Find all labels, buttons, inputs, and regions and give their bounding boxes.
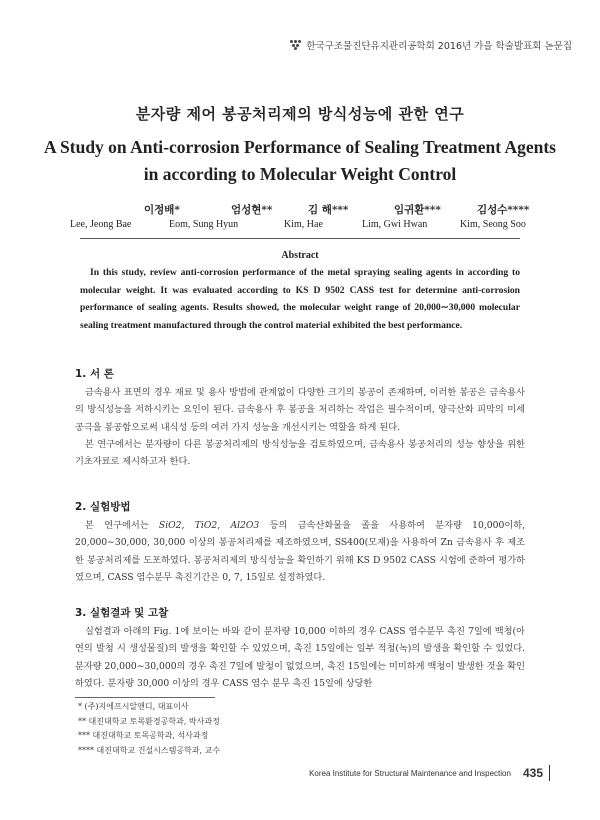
author-ko: 엄성현** xyxy=(231,204,273,216)
author-en: Kim, Seong Soo xyxy=(460,219,526,230)
chemical-formulas: SiO2, TiO2, Al2O3 xyxy=(158,520,260,531)
journal-name: 한국구조물진단유지관리공학회 2016년 가을 학술발표회 논문집 xyxy=(306,41,572,52)
paragraph-text: 등의 금속산화물을 졸을 사용하여 분자량 10,000이하, 20,000∼30,000, 30,000 이상의 봉공처리제를 제조하였으며, SS400(모재)을 사용하여 Zn 금속용사 후 제조한 봉공처리제를 도포하였다. 봉공처리제의 방식성능을 확인하기 위해 KS D 9502 CASS 시험에 준하여 평가하였으며, CASS 염수분무 촉진기간은 0, 7, 15일로 설정하였다. xyxy=(75,520,525,583)
author-ko: 김 해*** xyxy=(308,204,349,216)
section-heading-method: 2. 실험방법 xyxy=(75,501,131,513)
paragraph-text: 본 연구에서는 xyxy=(85,520,159,531)
journal-logo-icon xyxy=(290,40,302,50)
author-ko: 김성수**** xyxy=(477,204,530,216)
paragraph: 금속용사 표면의 경우 재료 및 용사 방법에 관계없이 다양한 크기의 봉공이 존재하며, 이러한 봉공은 금속용사의 방식성능을 저하시키는 요인이 된다. 금속용사 후 봉공을 처리하는 작업은 필수적이며, 양극산화 피막의 미세공극을 봉공함으로써 내식성 등의 여러 가지 성능을 개선시키는 역할을 하게 된다. xyxy=(75,387,525,433)
footnote-divider xyxy=(75,697,215,698)
author-en: Kim, Hae xyxy=(284,219,323,230)
abstract-heading: Abstract xyxy=(281,250,319,261)
title-english: A Study on Anti-corrosion Performance of Sealing Treatment Agents in according to Molecular Weight Control xyxy=(43,137,556,184)
title-korean: 분자량 제어 봉공처리제의 방식성능에 관한 연구 xyxy=(135,105,465,123)
footnotes xyxy=(78,700,220,758)
author-en: Eom, Sung Hyun xyxy=(169,219,239,230)
footnote: ** 대진대학교 토목환경공학과, 박사과정 xyxy=(78,716,220,726)
author-en: Lim, Gwi Hwan xyxy=(362,219,428,230)
author-en: Lee, Jeong Bae xyxy=(70,219,132,230)
section-heading-results: 3. 실험결과 및 고찰 xyxy=(75,607,169,619)
section-body-intro xyxy=(75,384,525,470)
page-number: 435 xyxy=(522,766,543,780)
footnote: *** 대진대학교 토목공학과, 석사과정 xyxy=(78,731,209,740)
abstract-divider xyxy=(80,238,520,239)
page-footer xyxy=(309,765,550,781)
author-ko: 이정배* xyxy=(144,204,180,216)
journal-header xyxy=(290,38,572,52)
section-body-method xyxy=(75,517,525,586)
paragraph: 실험결과 아래의 Fig. 1에 보이는 바와 같이 분자량 10,000 이하의 경우 CASS 염수분무 촉진 7일에 백청(아연의 발청 시 생성물질)의 발생을 확인할 수 있었으며, 촉진 15일에는 일부 적청(녹)의 발생을 확인할 수 있었다. 분자량 20,000∼30,000의 경우 촉진 7일에 발청이 없었으며, 촉진 15일에는 미미하게 백청이 발생한 것을 확인하였다. 분자량 30,000 이상의 경우 CASS 염수 분무 촉진 15일에 상당한 xyxy=(75,626,525,689)
author-ko: 임귀환*** xyxy=(394,204,441,216)
footer-bar xyxy=(549,765,550,781)
section-heading-intro: 1. 서 론 xyxy=(75,368,114,380)
section-body-results xyxy=(75,623,525,692)
paragraph xyxy=(75,517,525,586)
paragraph: 본 연구에서는 분자량이 다른 봉공처리제의 방식성능을 검토하였으며, 금속용사 봉공처리의 성능 향상을 위한 기초자료로 제시하고자 한다. xyxy=(75,438,525,468)
abstract-text: In this study, review anti-corrosion performance of the metal spraying sealing agents in according to molecular weight. It was evaluated according to KS D 9502 CASS test for determine anti-corrosion performance of sealing agents. Results showed, the molecular weight range of 20,000∼30,000 molecular sealing treatment manufactured through the control material exhibited the best performance. xyxy=(80,267,520,331)
footnote: **** 대진대학교 건설시스템공학과, 교수 xyxy=(78,745,221,755)
footnote: * (주)지에프시알앤디, 대표이사 xyxy=(78,702,189,711)
footer-institute: Korea Institute for Structural Maintenance and Inspection xyxy=(309,768,511,778)
